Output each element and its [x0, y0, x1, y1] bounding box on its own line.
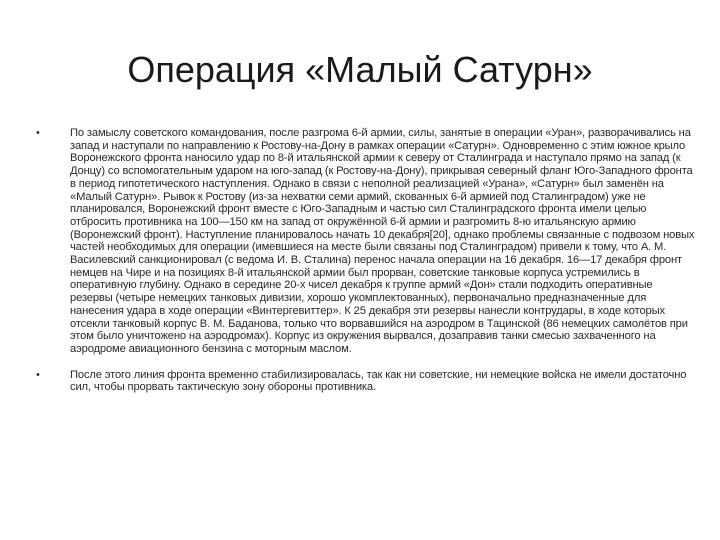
- bullet-text: По замыслу советского командования, после разгрома 6-й армии, силы, занятые в операции «Уран», разворачивались на запад и наступали по направлению к Ростову-на-Дону в рамках операции «Сатурн». Одновременно с этим южное крыло Воронежского фронта наносило удар по 8-й итальянской армии к северу от Сталинграда и наступало прямо на запад (к Донцу) со вспомогательным ударом на юго-запад (к Ростову-на-Дону), прикрывая северный фланг Юго-Западного фронта в период гипотетического наступления. Однако в связи с неполной реализацией «Урана», «Сатурн» был заменён на «Малый Сатурн». Рывок к Ростову (из-за нехватки семи армий, скованных 6-й армией под Сталинградом) уже не планировался, Воронежский фронт вместе с Юго-Западным и частью сил Сталинградского фронта имели целью отбросить противника на 100—150 км на запад от окружённой 6-й армии и разгромить 8-ю итальянскую армию (Воронежский фронт). Наступление планировалось начать 10 декабря[20], однако проблемы связанные с подвозом новых частей необходимых для операции (имевшиеся на месте были связаны под Сталинградом) привели к тому, что А. М. Василевский санкционировал (с ведома И. В. Сталина) перенос начала операции на 16 декабря. 16—17 декабря фронт немцев на Чире и на позициях 8-й итальянской армии был прорван, советские танковые корпуса устремились в оперативную глубину. Однако в середине 20-х чисел декабря к группе армий «Дон» стали подходить оперативные резервы (четыре немецких танковых дивизии, хорошо укомплектованных), первоначально предназначенные для нанесения удара в ходе операции «Винтергевиттер». К 25 декабря эти резервы нанесли контрудары, в ходе которых отсекли танковый корпус В. М. Баданова, только что ворвавшийся на аэродром в Тацинской (86 немецких самолётов при этом было уничтожено на аэродромах). Корпус из окружения вырвался, дозаправив танки смесью захваченного на аэродроме авиационного бензина с моторным маслом.: [70, 127, 695, 355]
- bullet-marker: •: [36, 127, 40, 139]
- bullet-item: [36, 127, 696, 356]
- bullet-marker: •: [36, 368, 40, 381]
- slide-title: Операция «Малый Сатурн»: [127, 49, 593, 90]
- bullet-item: [36, 369, 696, 394]
- bullet-text: После этого линия фронта временно стабилизировалась, так как ни советские, ни немецкие войска не имели достаточно сил, чтобы прорвать тактическую зону обороны противника.: [70, 368, 687, 394]
- slide-content: [36, 127, 696, 407]
